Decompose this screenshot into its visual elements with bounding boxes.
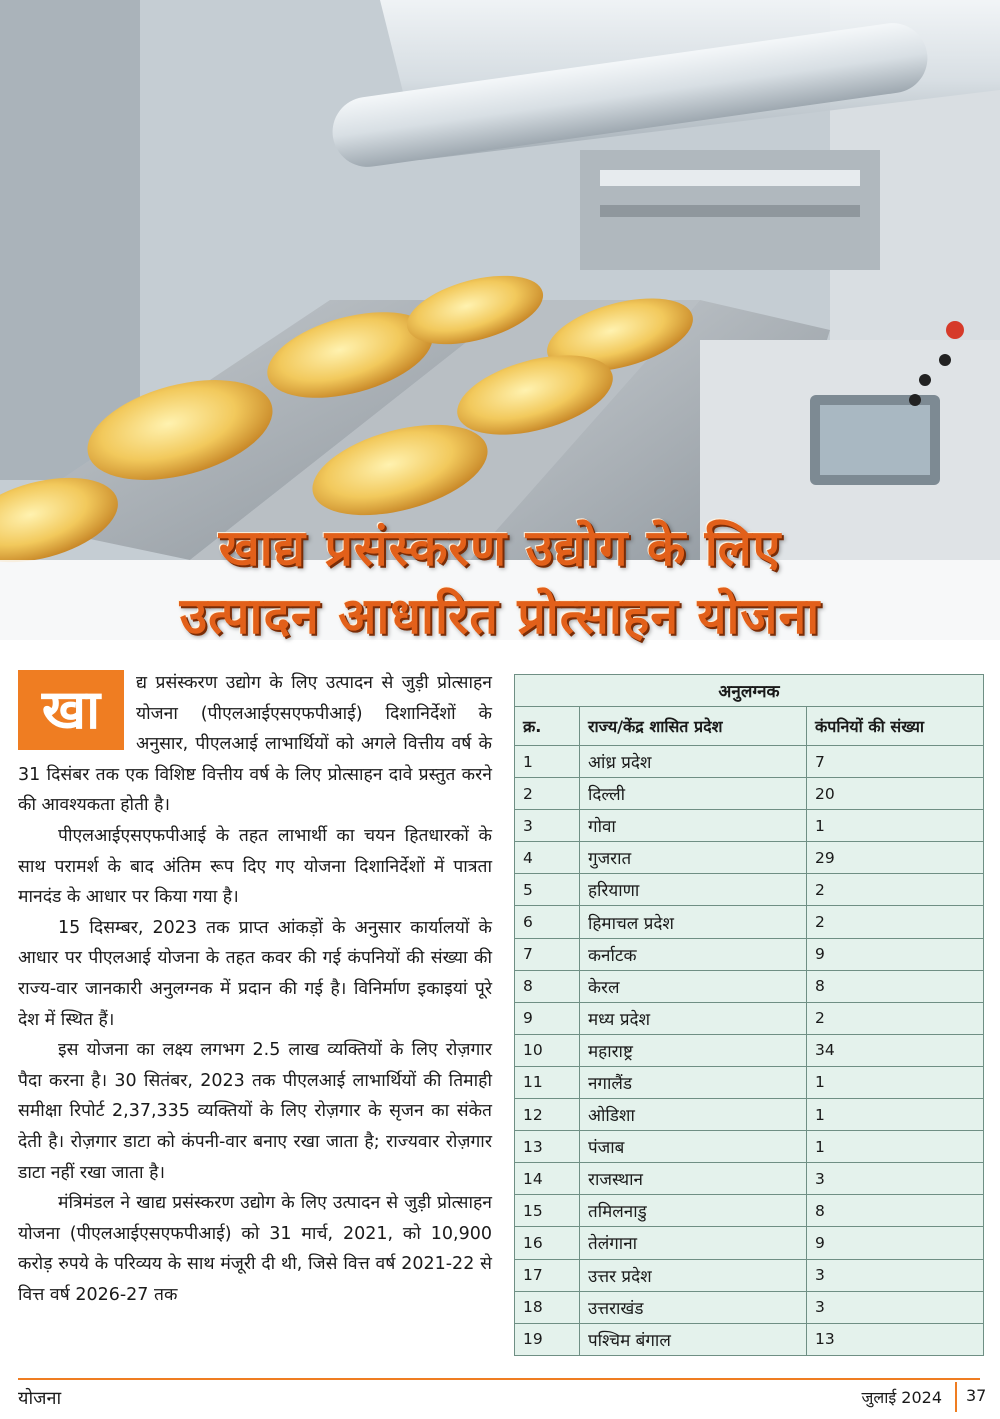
cell-state: नगालैंड	[580, 1066, 807, 1098]
cell-count: 7	[807, 746, 984, 778]
cell-state: हिमाचल प्रदेश	[580, 906, 807, 938]
table-row	[515, 1099, 984, 1131]
cell-count: 3	[807, 1259, 984, 1291]
cell-serial: 16	[515, 1227, 580, 1259]
cell-serial: 14	[515, 1163, 580, 1195]
cell-serial: 19	[515, 1323, 580, 1355]
header-company-count: कंपनियों की संख्या	[807, 707, 984, 746]
cell-state: हरियाणा	[580, 874, 807, 906]
table-row	[515, 938, 984, 970]
cell-state: आंध्र प्रदेश	[580, 746, 807, 778]
table-row	[515, 1002, 984, 1034]
cell-count: 1	[807, 1099, 984, 1131]
table-row	[515, 1034, 984, 1066]
cell-state: महाराष्ट्र	[580, 1034, 807, 1066]
cell-serial: 15	[515, 1195, 580, 1227]
cell-state: केरल	[580, 970, 807, 1002]
cell-count: 2	[807, 874, 984, 906]
table-row	[515, 1131, 984, 1163]
cell-count: 9	[807, 1227, 984, 1259]
cell-state: ओडिशा	[580, 1099, 807, 1131]
table-row	[515, 970, 984, 1002]
cell-count: 3	[807, 1291, 984, 1323]
cell-count: 9	[807, 938, 984, 970]
cell-serial: 11	[515, 1066, 580, 1098]
footer-separator	[955, 1382, 957, 1412]
cell-state: पंजाब	[580, 1131, 807, 1163]
header-state: राज्य/केंद्र शासित प्रदेश	[580, 707, 807, 746]
header-serial: क्र.	[515, 707, 580, 746]
cell-serial: 13	[515, 1131, 580, 1163]
cell-serial: 1	[515, 746, 580, 778]
cell-serial: 6	[515, 906, 580, 938]
cell-serial: 12	[515, 1099, 580, 1131]
table-row	[515, 1163, 984, 1195]
cell-serial: 4	[515, 842, 580, 874]
cell-state: पश्चिम बंगाल	[580, 1323, 807, 1355]
table-row	[515, 906, 984, 938]
cell-state: कर्नाटक	[580, 938, 807, 970]
cell-state: गोवा	[580, 810, 807, 842]
cell-serial: 17	[515, 1259, 580, 1291]
cell-serial: 8	[515, 970, 580, 1002]
table-row	[515, 874, 984, 906]
paragraph-3: 15 दिसम्बर, 2023 तक प्राप्त आंकड़ों के अनुसार कार्यालयों के आधार पर पीएलआई योजना के तहत कवर की गई कंपनियों की संख्या की राज्य-वार जानकारी अनुलग्नक में प्रदान की गई है। विनिर्माण इकाइयां पूरे देश में स्थित हैं।	[18, 917, 492, 1030]
cell-state: गुजरात	[580, 842, 807, 874]
cell-state: उत्तराखंड	[580, 1291, 807, 1323]
cell-count: 8	[807, 1195, 984, 1227]
dropcap: खा	[18, 670, 124, 750]
paragraph-5: मंत्रिमंडल ने खाद्य प्रसंस्करण उद्योग के लिए उत्पादन से जुड़ी प्रोत्साहन योजना (पीएलआईएसएफपीआई) को 31 मार्च, 2021, को 10,900 करोड़ रुपये के परिव्यय के साथ मंजूरी दी थी, जिसे वित्त वर्ष 2021-22 से वित्त वर्ष 2026-27 तक	[18, 1193, 492, 1305]
cell-count: 2	[807, 1002, 984, 1034]
paragraph-2: पीएलआईएसएफपीआई के तहत लाभार्थी का चयन हितधारकों के साथ परामर्श के बाद अंतिम रूप दिए गए योजना दिशानिर्देशों में पात्रता मानदंड के आधार पर किया गया है।	[18, 825, 492, 908]
footer-issue-date: जुलाई 2024	[861, 1388, 942, 1407]
cell-state: राजस्थान	[580, 1163, 807, 1195]
headline-line-1: खाद्य प्रसंस्करण उद्योग के लिए	[218, 519, 782, 577]
table-row	[515, 1066, 984, 1098]
cell-count: 1	[807, 1066, 984, 1098]
cell-state: दिल्ली	[580, 778, 807, 810]
table-row	[515, 810, 984, 842]
cell-count: 20	[807, 778, 984, 810]
cell-count: 8	[807, 970, 984, 1002]
cell-serial: 2	[515, 778, 580, 810]
cell-state: तेलंगाना	[580, 1227, 807, 1259]
table-row	[515, 778, 984, 810]
cell-count: 3	[807, 1163, 984, 1195]
cell-count: 1	[807, 810, 984, 842]
table-row	[515, 1259, 984, 1291]
table-row	[515, 1323, 984, 1355]
cell-serial: 18	[515, 1291, 580, 1323]
cell-count: 1	[807, 1131, 984, 1163]
table-row	[515, 842, 984, 874]
annex-table	[514, 674, 984, 1356]
cell-count: 2	[807, 906, 984, 938]
table-row	[515, 746, 984, 778]
page-number: 37	[966, 1386, 987, 1405]
cell-count: 34	[807, 1034, 984, 1066]
cell-serial: 7	[515, 938, 580, 970]
table-row	[515, 1227, 984, 1259]
annex-caption: अनुलग्नक	[515, 675, 984, 707]
cell-count: 13	[807, 1323, 984, 1355]
cell-serial: 5	[515, 874, 580, 906]
paragraph-1: द्य प्रसंस्करण उद्योग के लिए उत्पादन से जुड़ी प्रोत्साहन योजना (पीएलआईएसएफपीआई) दिशानिर्देशों के अनुसार, पीएलआई लाभार्थियों को अगले वित्तीय वर्ष के 31 दिसंबर तक एक विशिष्ट वित्तीय वर्ष के लिए प्रोत्साहन दावे प्रस्तुत करने की आवश्यकता होती है।	[18, 673, 492, 816]
article-body	[18, 668, 492, 1310]
cell-state: मध्य प्रदेश	[580, 1002, 807, 1034]
cell-serial: 9	[515, 1002, 580, 1034]
footer-rule	[18, 1378, 980, 1380]
headline-line-2: उत्पादन आधारित प्रोत्साहन योजना	[179, 587, 821, 645]
table-row	[515, 1195, 984, 1227]
table-row	[515, 1291, 984, 1323]
cell-state: उत्तर प्रदेश	[580, 1259, 807, 1291]
cell-count: 29	[807, 842, 984, 874]
footer-magazine-name: योजना	[18, 1388, 62, 1409]
paragraph-4: इस योजना का लक्ष्य लगभग 2.5 लाख व्यक्तियों के लिए रोज़गार पैदा करना है। 30 सितंबर, 2023 तक पीएलआई लाभार्थियों की तिमाही समीक्षा रिपोर्ट 2,37,335 व्यक्तियों के लिए रोज़गार के सृजन का संकेत देती है। रोज़गार डाटा को कंपनी-वार बनाए रखा जाता है; राज्यवार रोज़गार डाटा नहीं रखा जाता है।	[18, 1040, 492, 1183]
cell-serial: 10	[515, 1034, 580, 1066]
annex-rows	[515, 746, 984, 1356]
cell-state: तमिलनाडु	[580, 1195, 807, 1227]
cell-serial: 3	[515, 810, 580, 842]
